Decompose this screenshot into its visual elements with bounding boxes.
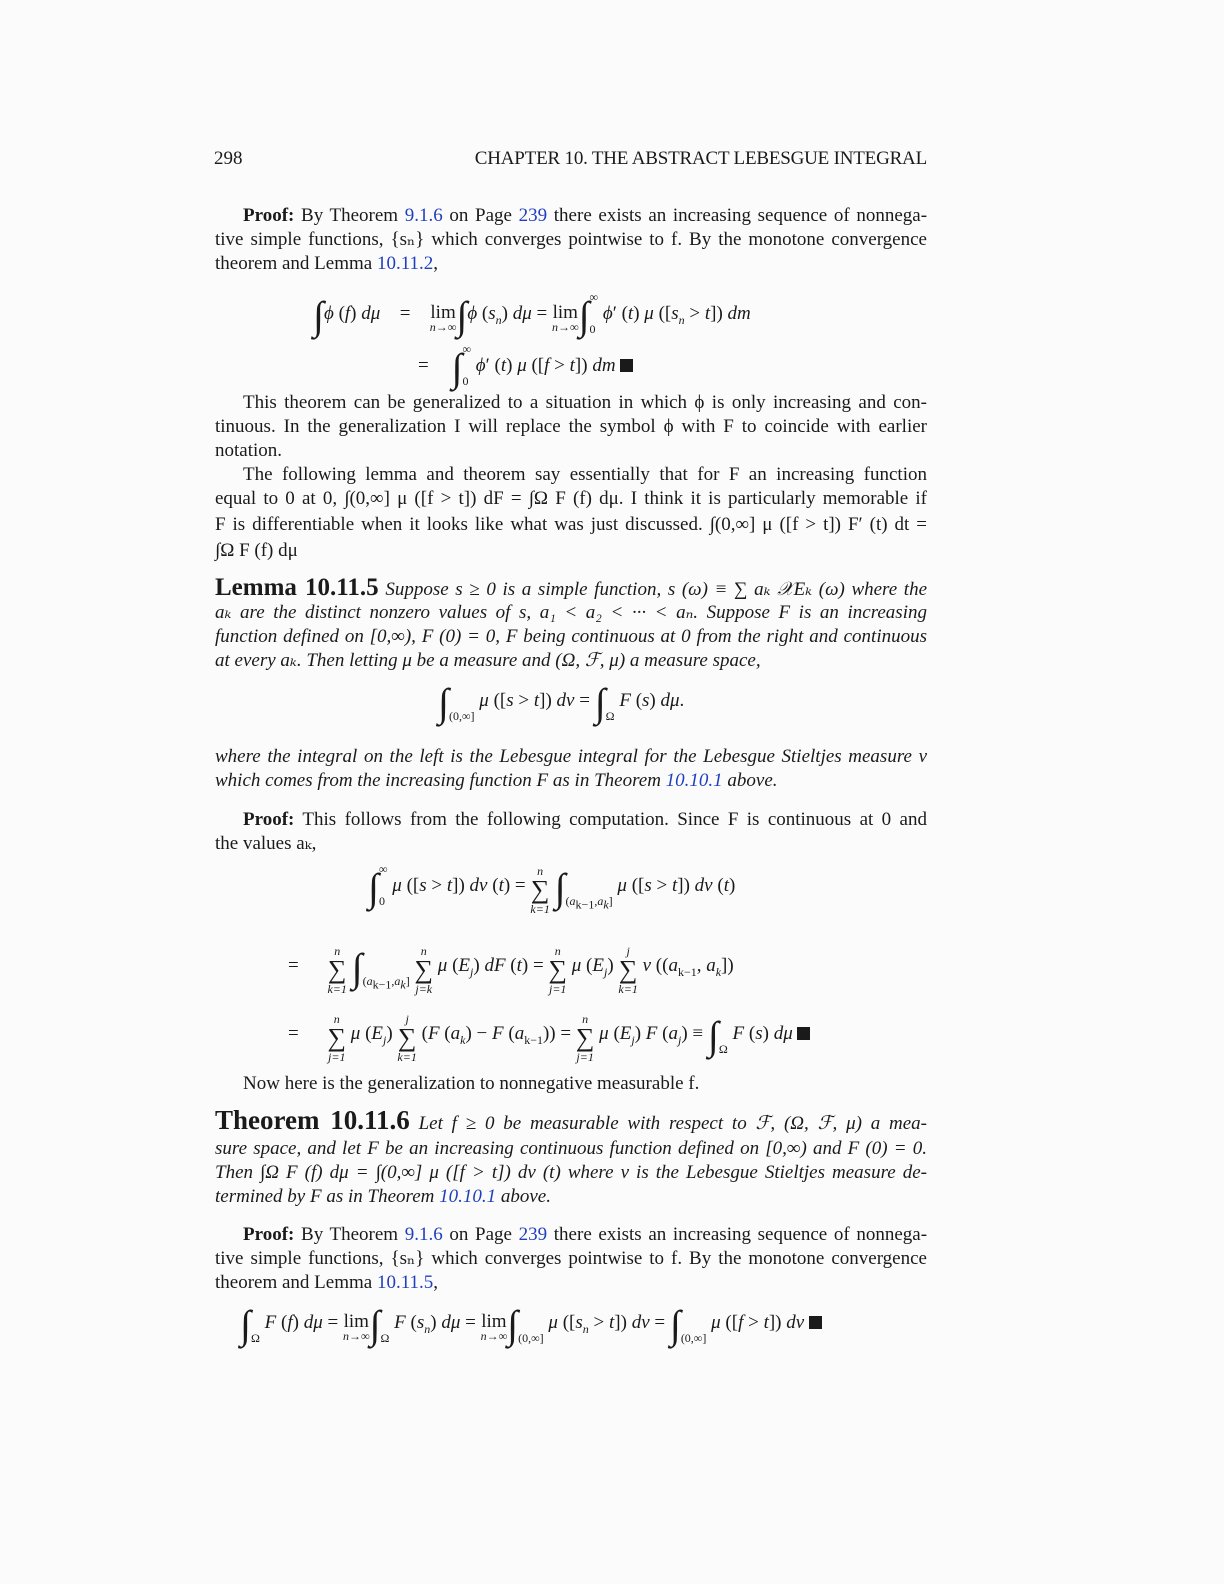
proof3-line1: Proof: By Theorem 9.1.6 on Page 239 there exists an increasing sequence of nonnega- (243, 1224, 928, 1245)
page-link[interactable]: 239 (518, 1224, 548, 1245)
theorem-link[interactable]: 10.10.1 (665, 770, 723, 791)
lemma-line4: at every aₖ. Then letting μ be a measure and (Ω, ℱ, μ) a measure space, (215, 650, 761, 671)
lemma-link[interactable]: 10.11.5 (376, 1272, 434, 1293)
proof3-line3: theorem and Lemma 10.11.5, (215, 1272, 439, 1293)
page-number: 298 (214, 148, 243, 169)
qed-square-icon (620, 359, 633, 372)
proof2-line2: the values aₖ, (215, 833, 317, 854)
para2-line2: equal to 0 at 0, ∫(0,∞] μ ([f > t]) dF = ∫Ω F (f) dμ. I think it is particularly memorable if (215, 488, 927, 509)
theorem-line2: sure space, and let F be an increasing continuous function defined on [0,∞) and F (0) = 0. (215, 1138, 927, 1159)
lemma-title: Lemma 10.11.5 (215, 574, 379, 601)
para2-line1: The following lemma and theorem say essentially that for F an increasing function (243, 464, 927, 485)
para2-line4: ∫Ω F (f) dμ (215, 540, 298, 561)
theorem-line3: Then ∫Ω F (f) dμ = ∫(0,∞] μ ([f > t]) dν (t) where ν is the Lebesgue Stieltjes measure de- (215, 1162, 927, 1183)
lemma-after-line2: which comes from the increasing function F as in Theorem 10.10.1 above. (215, 770, 778, 791)
equation-proof2-line2: = n ∑ k=1 $\int_{(a_{k-1},a_k]}$ n ∑ j=k μ $(E_j)$ dF (t) = n ∑ j=1 μ $(E_j)$ j ∑ k=1 ν (($a_{k-1}$, $a_k$]) (288, 944, 734, 996)
lemma-line2: aₖ are the distinct nonzero values of s, a₁ < a₂ < ··· < aₙ. Suppose F is an increasing (215, 602, 927, 623)
equation-phi-integral-line1: ∫ϕ (f) dμ = lim n→∞ ∫ϕ $(s_n) d\mu = \lim$ n→∞ $\int_0^\infty$ ϕ′ (t) μ $([s_n > t])$ dm (313, 290, 751, 338)
proof-label: Proof: (243, 1224, 295, 1245)
equation-proof2-line3: = n ∑ j=1 μ $(E_j)$ j ∑ k=1 (F $(a_k) - F$ $(a_{k-1})$) = n ∑ j=1 μ $(E_j)$ F $(a_j) \equiv \int_\Omega$ F (s) dμ (288, 1012, 810, 1064)
theorem-title: Theorem 10.11.6 (215, 1105, 410, 1135)
proof1-line3: theorem and Lemma 10.11.2, (215, 253, 439, 274)
theorem-link[interactable]: 9.1.6 (404, 205, 443, 226)
lemma-line3: function defined on [0,∞), F (0) = 0, F being continuous at 0 from the right and continuous (215, 626, 927, 647)
proof-label: Proof: (243, 809, 295, 830)
proof1-line2: tive simple functions, {sₙ} which converges pointwise to f. By the monotone convergence (215, 229, 927, 250)
equation-lemma: $\int_{(0,\infty]}$ μ ([s > t]) $d\nu = \int_\Omega$ F (s) dμ. (438, 680, 685, 725)
proof2-line1: Proof: This follows from the following computation. Since F is continuous at 0 and (243, 809, 927, 830)
para1-line2: tinuous. In the generalization I will replace the symbol ϕ with F to coincide with earlier (215, 416, 927, 437)
transition-line: Now here is the generalization to nonnegative measurable f. (243, 1073, 700, 1094)
proof1-line1: Proof: By Theorem 9.1.6 on Page 239 there exists an increasing sequence of nonnega- (243, 205, 928, 226)
theorem-line1: Theorem 10.11.6 Let f ≥ 0 be measurable with respect to ℱ, (Ω, ℱ, μ) a mea- (215, 1105, 928, 1135)
proof3-line2: tive simple functions, {sₙ} which converges pointwise to f. By the monotone convergence (215, 1248, 927, 1269)
page-link[interactable]: 239 (518, 205, 548, 226)
running-title: CHAPTER 10. THE ABSTRACT LEBESGUE INTEGRAL (474, 148, 927, 169)
para1-line3: notation. (215, 440, 283, 461)
theorem-line4: termined by F as in Theorem 10.10.1 above. (215, 1186, 551, 1207)
qed-square-icon (797, 1027, 810, 1040)
lemma-link[interactable]: 10.11.2 (376, 253, 434, 274)
equation-theorem-proof: $\int_\Omega$ F (f) dμ = lim n→∞ $\int_\Omega$ F $(s_n) d\mu = \lim$ n→∞ $\int_{(0,\infty]}$ μ $([s_n > t]) d\nu = \int_{(0,\infty]}$ μ ([f > t]) dν (240, 1312, 822, 1346)
proof-label: Proof: (243, 205, 295, 226)
lemma-line1: Lemma 10.11.5 Suppose s ≥ 0 is a simple function, s (ω) ≡ ∑ aₖ 𝒳Eₖ (ω) where the (215, 574, 928, 601)
equation-phi-integral-line2: = $\int_0^\infty$ ϕ′ (t) μ ([f > t]) dm (418, 342, 633, 389)
qed-square-icon (809, 1316, 822, 1329)
equation-proof2-line1: $\int_0^\infty$ μ ([s > t]) dν (t) = n ∑ k=1 $\int_{(a_{k-1},a_k]}$ μ ([s > t]) dν (t) (368, 862, 736, 916)
lemma-after-line1: where the integral on the left is the Lebesgue integral for the Lebesgue Stieltjes measure ν (215, 746, 927, 767)
theorem-link[interactable]: 9.1.6 (404, 1224, 443, 1245)
para1-line1: This theorem can be generalized to a situation in which ϕ is only increasing and con- (243, 392, 927, 413)
para2-line3: F is differentiable when it looks like what was just discussed. ∫(0,∞] μ ([f > t]) F′ (t) dt = (215, 514, 927, 535)
theorem-link[interactable]: 10.10.1 (439, 1186, 497, 1207)
